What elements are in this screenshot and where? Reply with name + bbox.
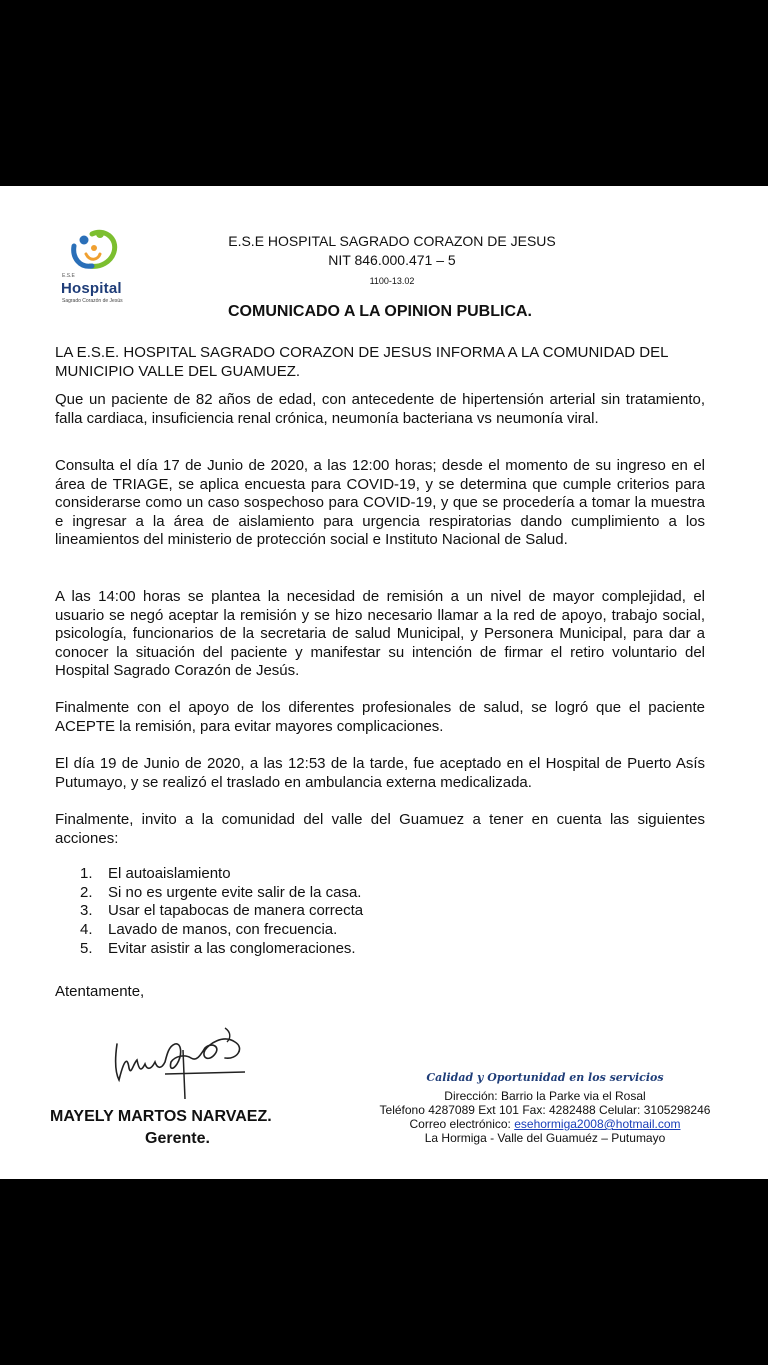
signer-role: Gerente. bbox=[145, 1130, 210, 1147]
list-item-text: Lavado de manos, con frecuencia. bbox=[108, 921, 338, 939]
footer-email-link[interactable]: esehormiga2008@hotmail.com bbox=[514, 1117, 681, 1131]
list-item-number: 3. bbox=[80, 902, 93, 920]
list-item-text: Usar el tapabocas de manera correcta bbox=[108, 902, 364, 920]
list-item-text: Evitar asistir a las conglomeraciones. bbox=[108, 939, 356, 957]
footer-slogan: Calidad y Oportunidad en los servicios bbox=[426, 1071, 664, 1084]
logo-subtitle: Sagrado Corazón de Jesús bbox=[62, 298, 123, 304]
list-item-number: 1. bbox=[80, 865, 93, 882]
organization-name: E.S.E HOSPITAL SAGRADO CORAZON DE JESUS bbox=[228, 233, 556, 249]
list-item-number: 2. bbox=[80, 883, 93, 901]
intro-paragraph: LA E.S.E. HOSPITAL SAGRADO CORAZON DE JESUS INFORMA A LA COMUNIDAD DEL MUNICIPIO VALLE DEL GUAMUEZ. bbox=[55, 344, 668, 380]
list-item-text: El autoaislamiento bbox=[108, 865, 231, 882]
referral-paragraph: A las 14:00 horas se plantea la necesidad de remisión a un nivel de mayor complejidad, el usuario se negó aceptar la remisión y se hizo necesario llamar a la red de apoyo, trabajo social, psicología, funcionarios de la secretaria de salud Municipal, y Personera Municipal, para dar a conocer la situación del paciente y manifestar su intención de firmar el retiro voluntario del Hospital Sagrado Corazón de Jesús. bbox=[55, 588, 705, 679]
footer-location: La Hormiga - Valle del Guamuéz – Putumayo bbox=[424, 1131, 666, 1145]
organization-nit: NIT 846.000.471 – 5 bbox=[328, 252, 456, 268]
footer-email-line bbox=[370, 1117, 720, 1132]
actions-list bbox=[80, 865, 363, 959]
recommendations-paragraph: Finalmente, invito a la comunidad del valle del Guamuez a tener en cuenta las siguientes acciones: bbox=[55, 811, 705, 847]
list-item bbox=[80, 921, 363, 940]
signer-name: MAYELY MARTOS NARVAEZ. bbox=[50, 1108, 272, 1125]
hospital-logo-icon bbox=[64, 228, 124, 274]
patient-paragraph: Que un paciente de 82 años de edad, con antecedente de hipertensión arterial sin tratamiento, falla cardiaca, insuficiencia renal crónica, neumonía bacteriana vs neumonía viral. bbox=[55, 391, 705, 427]
logo-small-text: E.S.E bbox=[62, 273, 75, 279]
footer-email-label: Correo electrónico: bbox=[409, 1117, 515, 1131]
acceptance-paragraph: Finalmente con el apoyo de los diferentes profesionales de salud, se logró que el paciente ACEPTE la remisión, para evitar mayores complicaciones. bbox=[55, 699, 705, 735]
list-item-text: Si no es urgente evite salir de la casa. bbox=[108, 883, 362, 901]
list-item-number: 4. bbox=[80, 921, 93, 939]
footer-phones: Teléfono 4287089 Ext 101 Fax: 4282488 Celular: 3105298246 bbox=[379, 1103, 711, 1117]
logo-name: Hospital bbox=[61, 280, 122, 297]
document-page bbox=[0, 186, 768, 1179]
transfer-paragraph: El día 19 de Junio de 2020, a las 12:53 de la tarde, fue aceptado en el Hospital de Puerto Asís Putumayo, y se realizó el traslado en ambulancia externa medicalizada. bbox=[55, 755, 705, 791]
list-item bbox=[80, 902, 363, 921]
document-title: COMUNICADO A LA OPINION PUBLICA. bbox=[228, 303, 532, 320]
document-code: 1100-13.02 bbox=[369, 276, 415, 286]
list-item bbox=[80, 884, 363, 903]
list-item bbox=[80, 865, 363, 884]
list-item-number: 5. bbox=[80, 939, 93, 957]
handwritten-signature bbox=[105, 1024, 255, 1099]
closing-text: Atentamente, bbox=[55, 983, 145, 1000]
list-item bbox=[80, 940, 363, 959]
footer-address: Dirección: Barrio la Parke via el Rosal bbox=[444, 1089, 646, 1103]
consultation-paragraph: Consulta el día 17 de Junio de 2020, a las 12:00 horas; desde el momento de su ingreso en el área de TRIAGE, se aplica encuesta para COVID-19, y se determina que cumple criterios para considerarse como un caso sospechoso para COVID-19, y que se procedería a tomar la muestra e ingresar a la área de aislamiento para urgencia respiratorias dando cumplimiento a los lineamientos del ministerio de protección social e Instituto Nacional de Salud. bbox=[55, 457, 705, 548]
hospital-logo bbox=[58, 228, 150, 314]
